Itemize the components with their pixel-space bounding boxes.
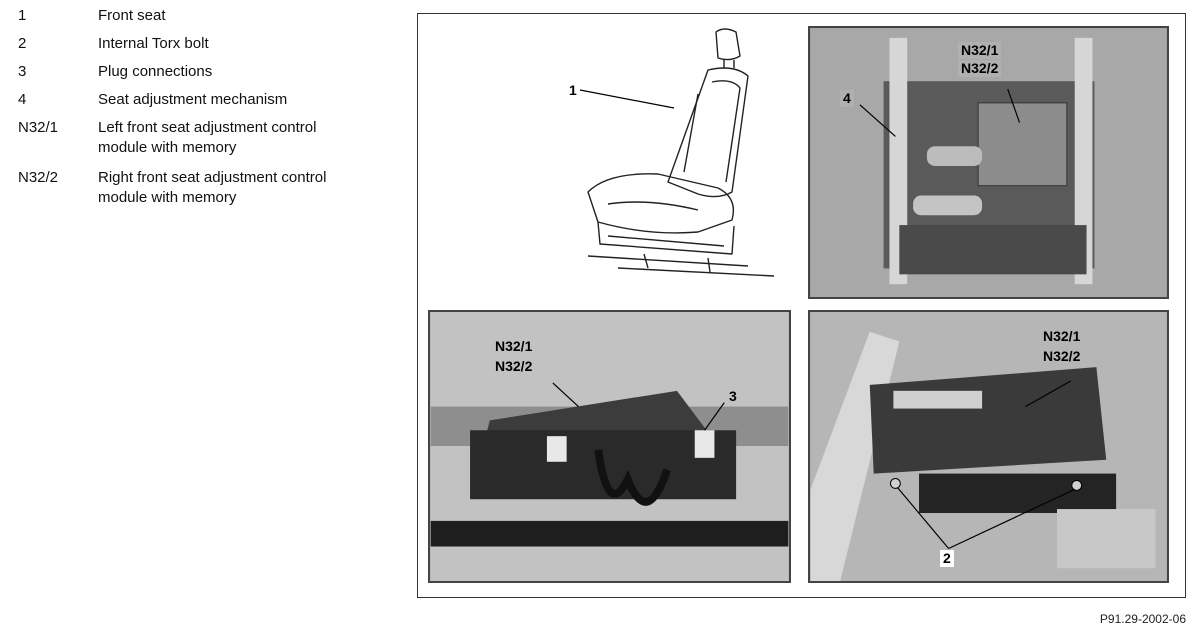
legend-text: Left front seat adjustment control module with memory: [98, 119, 317, 156]
seat-drawing: [548, 22, 788, 284]
legend-key: 2: [18, 35, 27, 52]
callout-bolts: 2: [940, 550, 954, 567]
legend-text: Seat adjustment mechanism: [98, 91, 288, 108]
photo-bolts-graphic: [810, 312, 1167, 581]
photo-torx-bolts: [808, 310, 1169, 583]
callout-n32-2: N32/2: [492, 358, 535, 375]
figure-reference: P91.29-2002-06: [1099, 612, 1186, 626]
callout-n32-1: N32/1: [1040, 328, 1083, 345]
legend-key: 3: [18, 63, 27, 80]
legend-text: Plug connections: [98, 63, 213, 80]
callout-plugs: 3: [726, 388, 740, 405]
seat-illustration: [548, 22, 788, 284]
legend-key: 4: [18, 91, 27, 108]
legend-text: Front seat: [98, 7, 166, 24]
figure-frame: [417, 13, 1186, 598]
legend-key: 1: [18, 7, 27, 24]
legend-key: N32/2: [18, 169, 59, 186]
photo-plugs-graphic: [430, 312, 789, 581]
callout-mechanism: 4: [840, 90, 854, 107]
photo-seat-underside: [808, 26, 1169, 299]
callout-n32-1: N32/1: [958, 42, 1001, 59]
callout-n32-2: N32/2: [958, 60, 1001, 77]
leader-line: [580, 90, 674, 108]
legend-text: Right front seat adjustment control module with memory: [98, 169, 327, 206]
photo-plug-connections: [428, 310, 791, 583]
legend-key: N32/1: [18, 119, 59, 136]
legend-text: Internal Torx bolt: [98, 35, 209, 52]
callout-n32-2: N32/2: [1040, 348, 1083, 365]
callout-seat: 1: [566, 82, 580, 99]
callout-n32-1: N32/1: [492, 338, 535, 355]
